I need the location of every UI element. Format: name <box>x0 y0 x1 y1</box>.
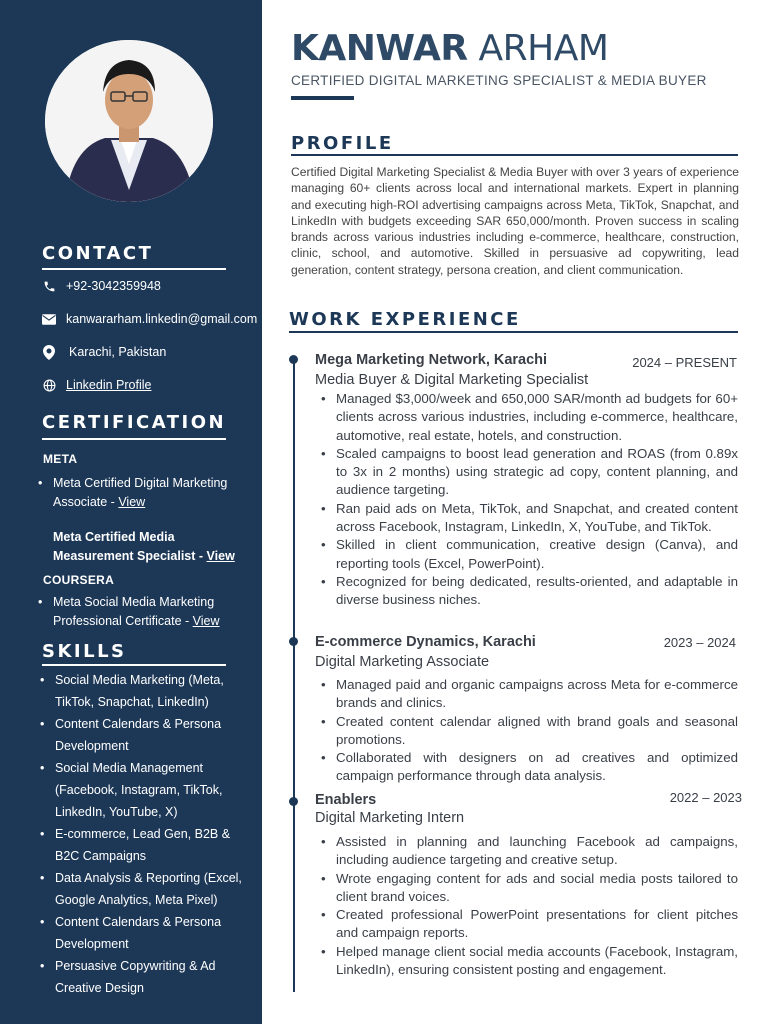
contact-phone <box>42 279 161 293</box>
skill-item: • Social Media Management (Facebook, Instagram, TikTok, LinkedIn, YouTube, X) <box>38 757 248 823</box>
job-title: Digital Marketing Intern <box>315 810 465 826</box>
contact-email <box>42 312 257 326</box>
sidebar <box>0 0 262 1024</box>
timeline-dot <box>289 797 298 806</box>
contact-linkedin <box>42 378 151 392</box>
job-bullet: • Created professional PowerPoint presentations for client pitches and campaign reports. <box>315 906 738 943</box>
candidate-subtitle: CERTIFIED DIGITAL MARKETING SPECIALIST & MEDIA BUYER <box>291 73 707 88</box>
job-bullet: • Wrote engaging content for ads and social media posts tailored to client brand voices. <box>315 870 738 907</box>
cert-view-link[interactable]: View <box>192 613 220 628</box>
skill-item: • E-commerce, Lead Gen, B2B & B2C Campaigns <box>38 823 248 867</box>
skills-heading: SKILLS <box>42 641 127 662</box>
skill-item: • Content Calendars & Persona Development <box>38 911 248 955</box>
contact-divider <box>42 268 226 270</box>
skills-list <box>38 669 248 999</box>
timeline-dot <box>289 355 298 364</box>
skills-divider <box>42 664 226 666</box>
certification-heading: CERTIFICATION <box>42 412 227 433</box>
cert-view-link[interactable]: View <box>206 548 235 563</box>
job-bullet: • Created content calendar aligned with brand goals and seasonal promotions. <box>315 713 738 750</box>
first-name: KANWAR <box>291 28 468 69</box>
skill-item: • Data Analysis & Reporting (Excel, Google Analytics, Meta Pixel) <box>38 867 248 911</box>
last-name: ARHAM <box>478 28 609 69</box>
linkedin-profile-link[interactable]: Linkedin Profile <box>66 378 152 392</box>
experience-timeline <box>293 358 295 992</box>
cert-item-text: Meta Social Media Marketing Professional Certificate - <box>53 595 215 628</box>
cert-item: • Meta Certified Digital Marketing Associate - View <box>38 476 228 509</box>
contact-location <box>42 345 166 359</box>
phone-icon <box>42 279 56 293</box>
profile-divider <box>291 154 738 156</box>
contact-heading: CONTACT <box>42 243 154 264</box>
job-bullet: • Helped manage client social media accounts (Facebook, Instagram, LinkedIn), ensuring consistent posting and engagement. <box>315 943 738 980</box>
job-bullets <box>315 676 738 786</box>
job-bullet: • Managed paid and organic campaigns across Meta for e-commerce brands and clinics. <box>315 676 738 713</box>
email-address[interactable]: kanwararham.linkedin@gmail.com <box>66 312 258 326</box>
job-bullets <box>315 833 738 979</box>
job-bullet: • Ran paid ads on Meta, TikTok, and Snapchat, and created content across Facebook, Instagram, LinkedIn, X, YouTube, and TikTok. <box>315 500 738 537</box>
cert-group-meta: META <box>43 452 78 466</box>
globe-icon <box>42 378 56 392</box>
cert-group-coursera: COURSERA <box>43 573 115 587</box>
email-icon <box>42 312 56 326</box>
job-bullets <box>315 390 738 610</box>
job-bullet: • Scaled campaigns to boost lead generation and ROAS (from 0.89x to 3x in 2 months) using strategic ad copy, content planning, and audience targeting. <box>315 445 738 500</box>
profile-heading: PROFILE <box>291 133 394 154</box>
certification-divider <box>42 438 226 440</box>
cert-item-text: Meta Certified Digital Marketing Associate - <box>53 476 228 509</box>
cert-item-text: Meta Certified Media Measurement Specialist - <box>53 530 207 563</box>
location-text: Karachi, Pakistan <box>69 345 167 359</box>
location-pin-icon <box>42 345 56 359</box>
experience-divider <box>289 331 738 333</box>
timeline-dot <box>289 637 298 646</box>
experience-heading: WORK EXPERIENCE <box>289 309 521 330</box>
profile-summary: Certified Digital Marketing Specialist & Media Buyer with over 3 years of experience managing 60+ clients across local and international markets. Expert in planning and executing high-ROI advertising campaigns across Meta, TikTok, Snapchat, and LinkedIn with budgets exceeding SAR 650,000/month. Proven success in scaling brands across various industries including e-commerce, healthcare, construction, clinic, school, and automotive. Skilled in persuasive ad copywriting, lead generation, content strategy, persona creation, and client communication. <box>291 165 739 277</box>
profile-photo-illustration <box>45 40 213 202</box>
job-company: Enablers <box>315 792 377 808</box>
skill-item: • Persuasive Copywriting & Ad Creative Design <box>38 955 248 999</box>
job-dates: 2022 – 2023 <box>669 790 742 805</box>
job-title: Digital Marketing Associate <box>315 654 490 670</box>
cert-view-link[interactable]: View <box>118 494 146 509</box>
profile-photo <box>45 40 213 202</box>
job-bullet: • Skilled in client communication, creative design (Canva), and reporting tools (Excel, PowerPoint). <box>315 536 738 573</box>
name-accent-bar <box>291 96 354 100</box>
skill-item: • Social Media Marketing (Meta, TikTok, Snapchat, LinkedIn) <box>38 669 248 713</box>
job-bullet: • Managed $3,000/week and 650,000 SAR/month ad budgets for 60+ clients across various industries, including e-commerce, healthcare, automotive, real estate, hotels, and construction. <box>315 390 738 445</box>
job-company: E-commerce Dynamics, Karachi <box>315 634 536 650</box>
job-dates: 2024 – PRESENT <box>632 355 737 370</box>
cert-item: • Meta Social Media Marketing Professional Certificate - View <box>38 595 220 628</box>
cert-item <box>38 528 248 565</box>
job-title: Media Buyer & Digital Marketing Specialist <box>315 372 589 388</box>
skill-item: • Content Calendars & Persona Development <box>38 713 248 757</box>
phone-number[interactable]: +92-3042359948 <box>66 279 161 293</box>
job-bullet: • Collaborated with designers on ad creatives and optimized campaign performance through data analysis. <box>315 749 738 786</box>
job-company: Mega Marketing Network, Karachi <box>315 352 548 368</box>
candidate-name <box>291 28 608 69</box>
job-bullet: • Assisted in planning and launching Facebook ad campaigns, including audience targeting and creative setup. <box>315 833 738 870</box>
job-bullet: • Recognized for being dedicated, results-oriented, and adaptable in diverse business niches. <box>315 573 738 610</box>
job-dates: 2023 – 2024 <box>663 635 736 650</box>
